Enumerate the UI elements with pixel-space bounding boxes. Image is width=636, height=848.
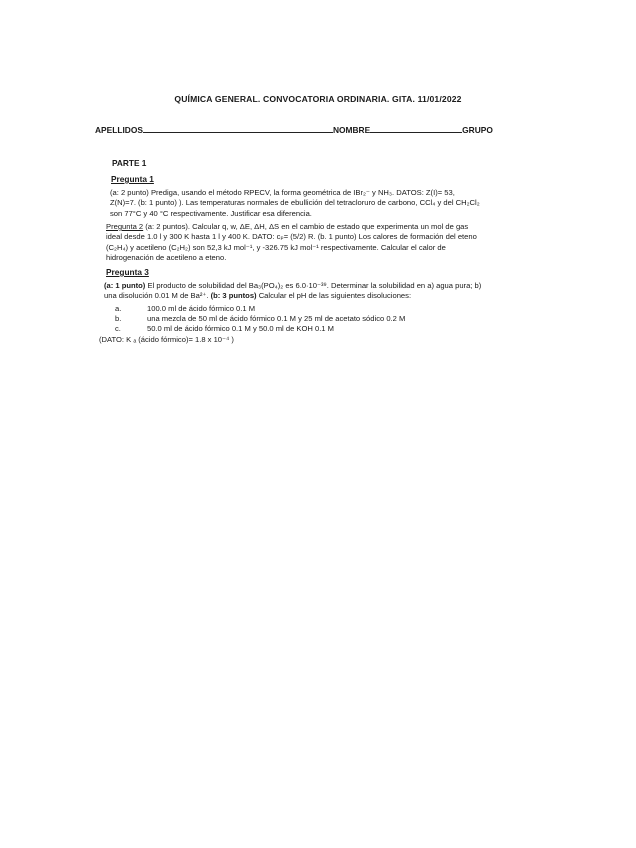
q3-line1-text: El producto de solubilidad del Ba₃(PO₄)₂ es 6.0·10⁻³⁹. Determinar la solubilidad en a) agua pura; b) bbox=[145, 281, 482, 290]
item-text: 50.0 ml de ácido fórmico 0.1 M y 50.0 ml de KOH 0.1 M bbox=[147, 324, 334, 333]
q3-line bbox=[104, 291, 481, 301]
q2-line: ideal desde 1.0 l y 300 K hasta 1 l y 400 K. DATO: cₚ= (5/2) R. (b. 1 punto) Los calores de formación del eteno bbox=[106, 232, 477, 242]
q3-line bbox=[104, 281, 481, 291]
q2-line: hidrogenación de acetileno a eteno. bbox=[106, 253, 227, 263]
nombre-blank bbox=[370, 124, 462, 133]
q2-line bbox=[106, 222, 477, 232]
q3-text bbox=[104, 281, 481, 302]
q3-dato: (DATO: K ₐ (ácido fórmico)= 1.8 x 10⁻⁴ ) bbox=[99, 335, 234, 344]
q2-line: (C₂H₄) y acetileno (C₂H₂) son 52,3 kJ mol⁻¹, y -326.75 kJ mol⁻¹ respectivamente. Calcular el calor de bbox=[106, 242, 446, 252]
item-letter: c. bbox=[115, 324, 121, 333]
apellidos-label: APELLIDOS bbox=[95, 125, 143, 135]
q3-part-a: (a: 1 punto) bbox=[104, 281, 146, 290]
q3-part-b: (b: 3 puntos) bbox=[210, 291, 257, 301]
q1-heading: Pregunta 1 bbox=[111, 174, 154, 184]
q1-line: son 77°C y 40 °C respectivamente. Justificar esa diferencia. bbox=[110, 208, 312, 218]
q1-line: Z(N)=7. (b: 1 punto) ). Las temperaturas normales de ebullición del tetracloruro de carbono, CCl₄ y del CH₂Cl₂ bbox=[110, 198, 480, 208]
parte-heading: PARTE 1 bbox=[112, 158, 147, 168]
student-info-row bbox=[95, 124, 493, 135]
q2-line1-text: (a: 2 puntos). Calcular q, w, ΔE, ΔH, ΔS en el cambio de estado que experimenta un mol de gas bbox=[143, 222, 469, 231]
q3-line2-text: Calcular el pH de las siguientes disoluciones: bbox=[256, 291, 412, 301]
grupo-label: GRUPO bbox=[462, 125, 493, 135]
q3-line2-start: una disolución 0.01 M de Ba²⁺. bbox=[104, 291, 211, 301]
q3-item-c bbox=[115, 324, 334, 333]
nombre-label: NOMBRE bbox=[332, 125, 371, 135]
item-text: 100.0 ml de ácido fórmico 0.1 M bbox=[147, 304, 256, 313]
q3-item-b bbox=[115, 314, 405, 323]
q2-text bbox=[106, 222, 477, 264]
apellidos-blank bbox=[143, 124, 333, 133]
q1-text bbox=[110, 188, 480, 219]
q2-heading: Pregunta 2 bbox=[106, 222, 144, 231]
item-letter: b. bbox=[115, 314, 122, 323]
item-text: una mezcla de 50 ml de ácido fórmico 0.1 M y 25 ml de acetato sódico 0.2 M bbox=[147, 314, 406, 323]
exam-title: QUÍMICA GENERAL. CONVOCATORIA ORDINARIA. GITA. 11/01/2022 bbox=[174, 94, 462, 104]
q3-heading: Pregunta 3 bbox=[106, 267, 149, 277]
q1-line: (a: 2 punto) Prediga, usando el método RPECV, la forma geométrica de IBr₂⁻ y NH₃. DATOS: Z(I)= 53, bbox=[110, 188, 455, 197]
q3-item-a bbox=[115, 304, 255, 313]
item-letter: a. bbox=[115, 304, 122, 313]
